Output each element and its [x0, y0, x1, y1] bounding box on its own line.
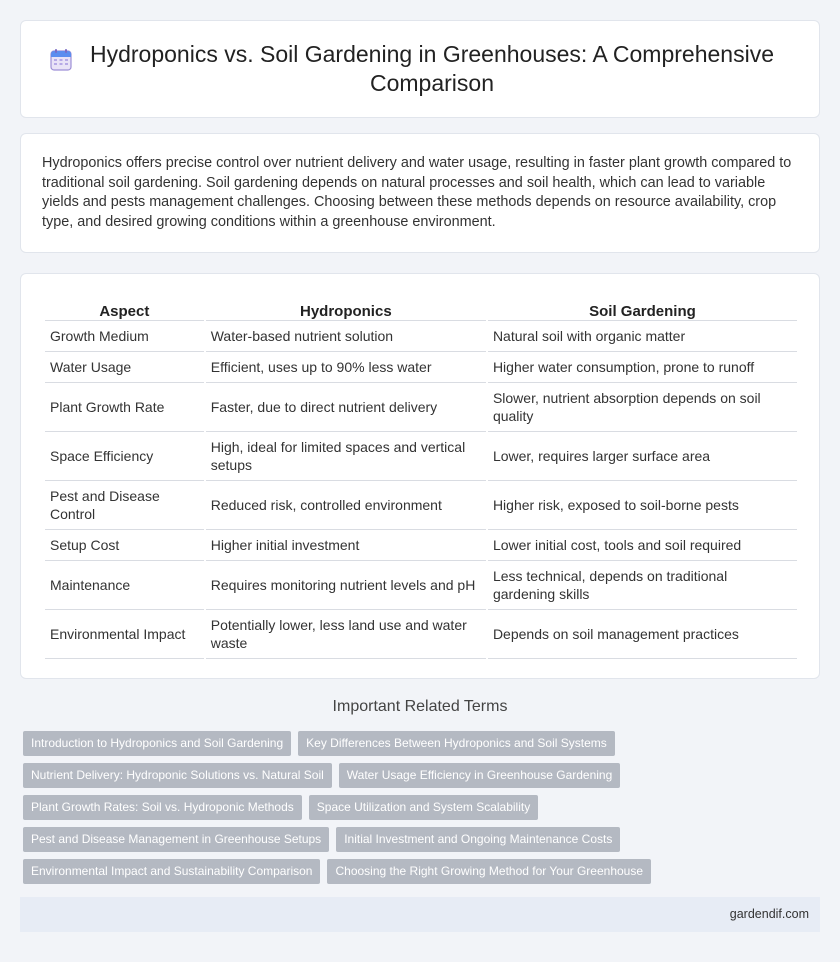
- table-cell: Environmental Impact: [45, 610, 204, 659]
- table-cell: Faster, due to direct nutrient delivery: [206, 383, 486, 432]
- related-term-tag[interactable]: Plant Growth Rates: Soil vs. Hydroponic Methods: [23, 795, 302, 820]
- column-header-hydroponics: Hydroponics: [206, 297, 486, 321]
- table-cell: Depends on soil management practices: [488, 610, 797, 659]
- table-cell: Reduced risk, controlled environment: [206, 481, 486, 530]
- table-cell: Pest and Disease Control: [45, 481, 204, 530]
- table-row: [45, 481, 797, 530]
- table-cell: Less technical, depends on traditional gardening skills: [488, 561, 797, 610]
- table-row: [45, 610, 797, 659]
- table-row: [45, 383, 797, 432]
- related-terms-list: [23, 731, 823, 891]
- table-cell: Natural soil with organic matter: [488, 321, 797, 352]
- column-header-soil-gardening: Soil Gardening: [488, 297, 797, 321]
- page-title: Hydroponics vs. Soil Gardening in Greenhouses: A Comprehensive Comparison: [90, 41, 774, 96]
- column-header-aspect: Aspect: [45, 297, 204, 321]
- intro-paragraph: Hydroponics offers precise control over nutrient delivery and water usage, resulting in faster plant growth compared to traditional soil gardening. Soil gardening depends on natural processes and soil health, which can lead to variable yields and pests management challenges. Choosing between these methods depends on resource availability, crop type, and desired growing conditions within a greenhouse environment.: [42, 155, 792, 230]
- related-term-tag[interactable]: Environmental Impact and Sustainability Comparison: [23, 859, 320, 884]
- table-cell: Higher initial investment: [206, 530, 486, 561]
- table-cell: Water-based nutrient solution: [206, 321, 486, 352]
- related-term-tag[interactable]: Water Usage Efficiency in Greenhouse Gardening: [339, 763, 620, 788]
- comparison-card: [20, 273, 820, 679]
- table-cell: Higher water consumption, prone to runoff: [488, 352, 797, 383]
- related-term-tag[interactable]: Initial Investment and Ongoing Maintenance Costs: [336, 827, 620, 852]
- table-cell: High, ideal for limited spaces and vertical setups: [206, 432, 486, 481]
- related-term-tag[interactable]: Nutrient Delivery: Hydroponic Solutions vs. Natural Soil: [23, 763, 332, 788]
- table-cell: Setup Cost: [45, 530, 204, 561]
- table-cell: Water Usage: [45, 352, 204, 383]
- related-term-tag[interactable]: Space Utilization and System Scalability: [309, 795, 538, 820]
- table-cell: Maintenance: [45, 561, 204, 610]
- table-cell: Lower, requires larger surface area: [488, 432, 797, 481]
- footer-site-link[interactable]: gardendif.com: [729, 907, 809, 921]
- table-cell: Requires monitoring nutrient levels and pH: [206, 561, 486, 610]
- table-cell: Higher risk, exposed to soil-borne pests: [488, 481, 797, 530]
- table-row: [45, 530, 797, 561]
- footer: [20, 897, 820, 932]
- table-cell: Space Efficiency: [45, 432, 204, 481]
- title-card: [20, 20, 820, 118]
- related-term-tag[interactable]: Key Differences Between Hydroponics and Soil Systems: [298, 731, 615, 756]
- related-terms-heading: Important Related Terms: [332, 698, 508, 715]
- table-cell: Efficient, uses up to 90% less water: [206, 352, 486, 383]
- comparison-table: [43, 297, 799, 659]
- table-row: [45, 561, 797, 610]
- table-row: [45, 352, 797, 383]
- related-term-tag[interactable]: Pest and Disease Management in Greenhouse Setups: [23, 827, 329, 852]
- related-term-tag[interactable]: Introduction to Hydroponics and Soil Gardening: [23, 731, 291, 756]
- intro-card: [20, 133, 820, 253]
- table-cell: Growth Medium: [45, 321, 204, 352]
- table-cell: Slower, nutrient absorption depends on soil quality: [488, 383, 797, 432]
- table-cell: Lower initial cost, tools and soil required: [488, 530, 797, 561]
- table-cell: Potentially lower, less land use and water waste: [206, 610, 486, 659]
- related-term-tag[interactable]: Choosing the Right Growing Method for Your Greenhouse: [327, 859, 651, 884]
- table-row: [45, 321, 797, 352]
- table-header-row: [45, 297, 797, 321]
- table-row: [45, 432, 797, 481]
- table-cell: Plant Growth Rate: [45, 383, 204, 432]
